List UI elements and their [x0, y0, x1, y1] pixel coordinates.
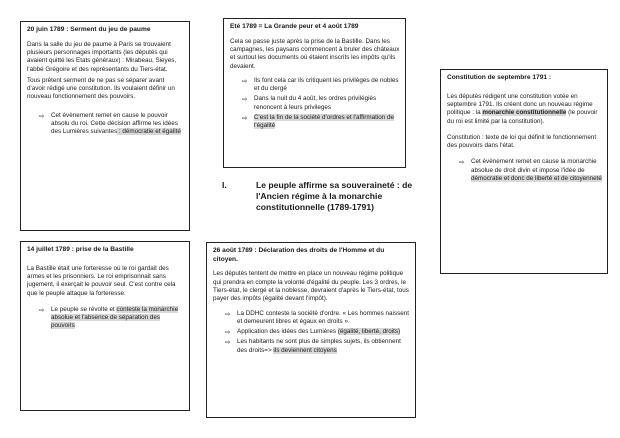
section-heading [222, 180, 422, 214]
list-item [242, 77, 400, 94]
arrow-right-icon: ⇨ [225, 309, 231, 318]
highlight-text: (égalité, liberté, droits) [337, 328, 401, 336]
box-prise-bastille [20, 241, 190, 411]
paragraph [447, 93, 602, 126]
bullet-text: Le peuple se révolte et [51, 305, 117, 313]
box-title: 26 août 1789 : Déclaration des droits de l'Homme et du citoyen. [213, 247, 385, 263]
box-title: 14 juillet 1789 : prise de la Bastille [27, 246, 134, 253]
bullet-text: Cet évènement remet en cause la monarchie absolue de droit divin et impose l'idée de [471, 158, 597, 174]
arrow-right-icon: ⇨ [242, 114, 248, 123]
list-item [225, 328, 410, 336]
section-title: Le peuple affirme sa souveraineté : de l'Ancien régime à la monarchie constitutionnelle (1789-1791) [256, 180, 413, 213]
arrow-right-icon: ⇨ [39, 305, 45, 314]
arrow-right-icon: ⇨ [242, 76, 248, 85]
box-serment-jeu-de-paume [20, 21, 190, 231]
section-number: I. [222, 180, 227, 190]
list-item [242, 114, 400, 131]
list-item [39, 112, 184, 137]
highlight-text: C'est la fin de la société d'ordres et l'affirmation de l'égalité [254, 114, 394, 130]
arrow-right-icon: ⇨ [39, 111, 45, 120]
bullet-list [230, 77, 400, 131]
bullet-text: La DDHC conteste la société d'ordre. « Les hommes naissent et demeurent libres et égaux en droits ». [237, 309, 410, 325]
highlight-text: conteste la monarchie absolue et l'absence de séparation des pouvoirs [51, 305, 179, 330]
list-item [459, 158, 602, 183]
paragraph: Dans la salle du jeu de paume à Paris se trouvaient plusieurs personnages importants (les députés qui avaient quitté les Etats généraux) : Mirabeau, Sieyes, l'abbé Grégoire et des représentants du Tiers-état. [27, 40, 177, 73]
paragraph-text: Les députés rédigent une constitution votée en septembre 1791. Ils créent donc un nouveau régime politique : la [447, 92, 593, 117]
box-ddhc [206, 242, 416, 418]
box-title: Constitution de septembre 1791 : [447, 74, 552, 81]
list-item [39, 306, 184, 331]
paragraph: Les députés tentent de mettre en place un nouveau régime politique qui prendra en compte la volonté d'égalité du peuple. Les 3 ordres, le Tiers-état, le clergé et la noblesse, devraient d'après le Tiers-état, tous payer des impôts (égalité devant l'impôt). [213, 270, 409, 303]
bullet-text: Dans la nuit du 4 août, les ordres privilégiés renoncent à leurs privileges [254, 95, 377, 111]
highlight-text: : démocratie et égalité [117, 128, 181, 136]
bullet-list [213, 310, 410, 355]
bullet-list [447, 158, 602, 183]
list-item [225, 338, 410, 355]
box-title: Eté 1789 = La Grande peur et 4 août 1789 [230, 23, 359, 30]
paragraph: Cela se passe juste après la prise de la Bastille. Dans les campagnes, les paysans commencent à bruler des châteaux et surtout les documents où étaient inscrits les impôts qu'ils devaient. [230, 37, 400, 70]
list-item [225, 310, 410, 327]
box-grande-peur [223, 18, 406, 168]
paragraph-text: (le pouvoir du roi est limité par la constitution). [447, 109, 598, 125]
arrow-right-icon: ⇨ [242, 95, 248, 104]
paragraph: Constitution : texte de loi qui définit le fonctionnement des pouvoirs dans l'état. [447, 133, 597, 150]
arrow-right-icon: ⇨ [225, 328, 231, 337]
bullet-text: Ils font cela car ils critiquent les privilèges de nobles et du clergé [254, 76, 399, 93]
box-constitution-1791 [440, 69, 608, 274]
bullet-text: Les habitants ne sont plus de simples sujets, ils obtiennent des droits=> [237, 338, 401, 354]
bullet-text: Cet évènement remet en cause le pouvoir absolu du roi. Cette décision affirme les idées des Lumières suivantes [51, 111, 178, 136]
list-item [242, 95, 400, 112]
highlight-text: démocratie et donc de liberté et de citoyenneté [471, 175, 602, 183]
box-title: 20 juin 1789 : Serment du jeu de paume [27, 26, 151, 33]
highlight-text: ils deviennent citoyens [273, 346, 337, 354]
arrow-right-icon: ⇨ [225, 338, 231, 347]
highlight-text: monarchie constitutionnelle [482, 109, 567, 117]
bullet-list [27, 112, 184, 137]
arrow-right-icon: ⇨ [459, 158, 465, 167]
bullet-text: Application des idées des Lumières [237, 328, 338, 336]
paragraph: La Bastille était une forteresse où le roi gardait des armes et les prisonniers. Le roi emprisonnait sans jugement, il exerçait le pouvoir seul. C'est contre cela que le peuple attaque la forteresse. [27, 264, 176, 297]
paragraph: Tous prêtent serment de ne pas se séparer avant d'avoir rédigé une constitution. Ils voulaient définir un nouveau fonctionnement des pouvoirs. [27, 76, 175, 101]
bullet-list [27, 306, 184, 331]
